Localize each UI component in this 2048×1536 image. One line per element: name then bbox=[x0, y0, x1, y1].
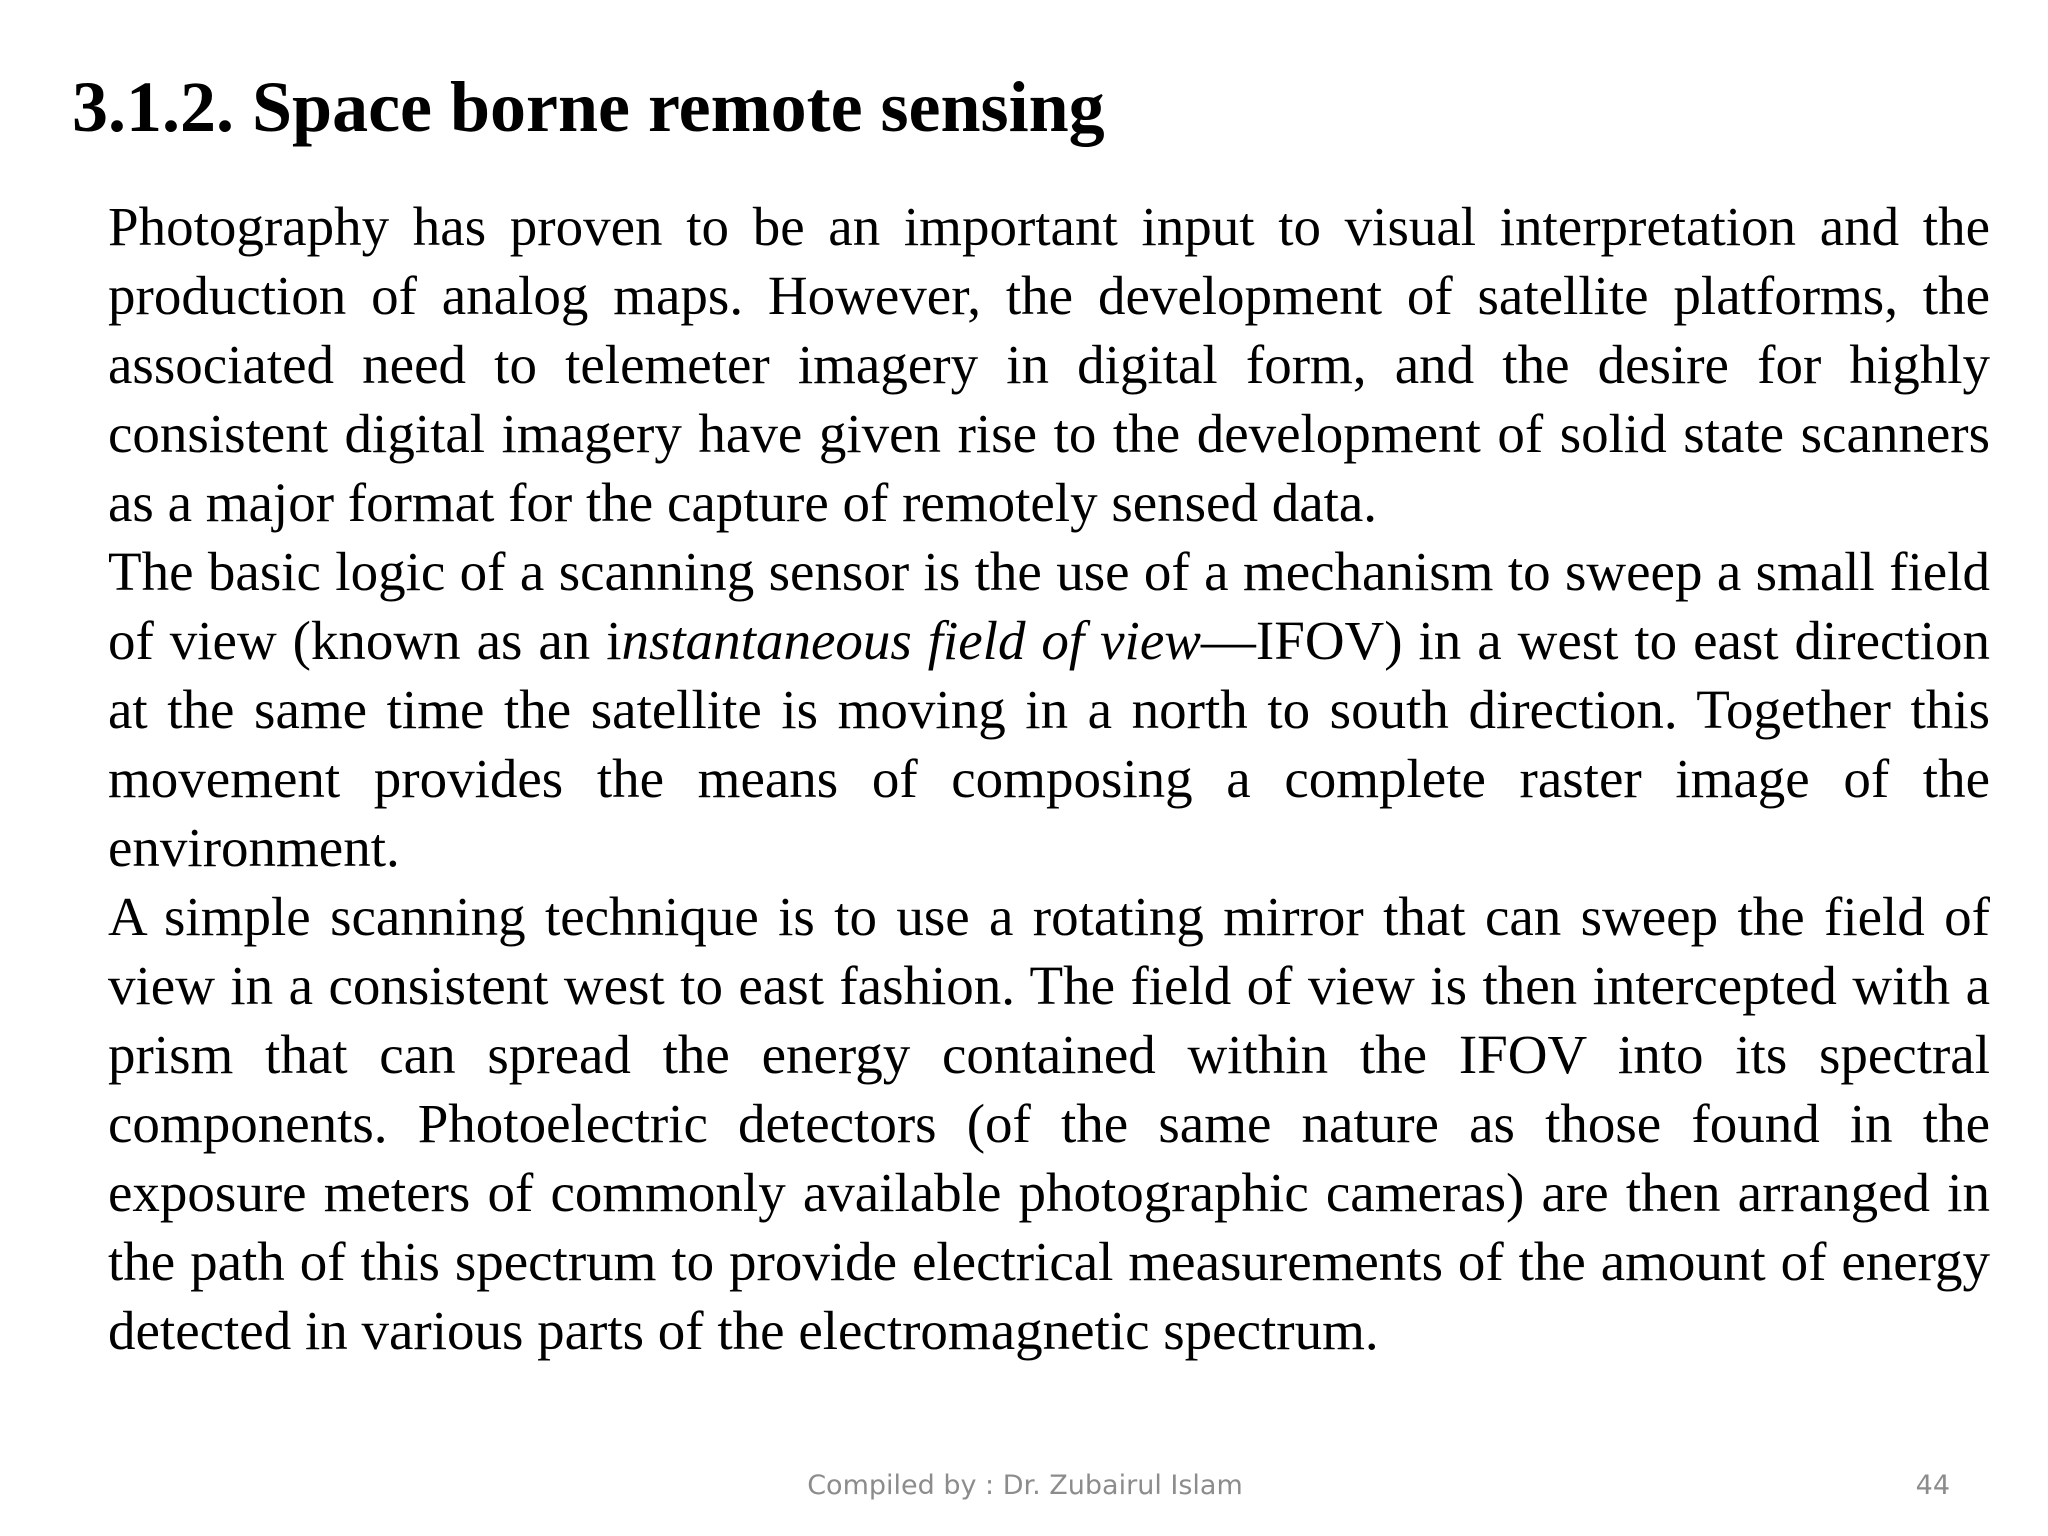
paragraph-photography: Photography has proven to be an important input to visual interpretation and the production of analog maps. However, the development of satellite platforms, the associated need to telemeter imagery in digital form, and the desire for highly consistent digital imagery have given rise to the development of solid state scanners as a major format for the capture of remotely sensed data. bbox=[108, 196, 1990, 533]
paragraph-scanning-sensor bbox=[108, 537, 1990, 882]
paragraph-scanning-sensor-start: The basic logic of a scanning sensor is the use of a mechanism to sweep a small field of view (known as an i bbox=[108, 541, 1990, 671]
page-number: 44 bbox=[1915, 1470, 1950, 1501]
footer-credit: Compiled by : Dr. Zubairul Islam bbox=[807, 1470, 1243, 1501]
ifov-term: nstantaneous field of view bbox=[621, 610, 1201, 671]
slide-body bbox=[108, 192, 1990, 1365]
slide-title: 3.1.2. Space borne remote sensing bbox=[72, 67, 1105, 147]
paragraph-scanning-technique: A simple scanning technique is to use a rotating mirror that can sweep the field of view in a consistent west to east fashion. The field of view is then intercepted with a prism that can spread the energy contained within the IFOV into its spectral components. Photoelectric detectors (of the same nature as those found in the exposure meters of commonly available photographic cameras) are then arranged in the path of this spectrum to provide electrical measurements of the amount of energy detected in various parts of the electromagnetic spectrum. bbox=[108, 886, 1990, 1361]
paragraph-scanning-sensor-end: —IFOV) in a west to east direction at the same time the satellite is moving in a north to south direction. Together this movement provides the means of composing a complete raster image of the environment. bbox=[108, 610, 1991, 878]
